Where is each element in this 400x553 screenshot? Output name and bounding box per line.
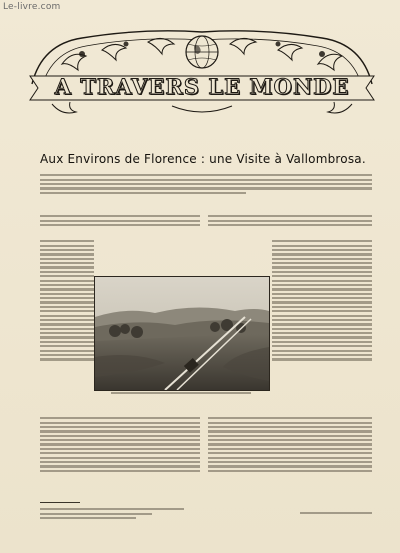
body-column-left-narrow — [40, 238, 94, 361]
source-watermark: Le-livre.com — [3, 2, 61, 12]
globe-emblem — [186, 36, 218, 68]
footnote-rule — [40, 502, 80, 503]
issue-marker — [300, 510, 372, 514]
article-headline: Aux Environs de Florence : une Visite à Vallombrosa. — [40, 152, 366, 166]
body-column-right-top — [208, 213, 372, 226]
body-column-left-bottom — [40, 415, 200, 472]
body-column-right-narrow — [272, 238, 372, 361]
masthead — [22, 24, 382, 124]
article-intro — [40, 172, 372, 194]
body-column-right-bottom — [208, 415, 372, 472]
body-column-left-top — [40, 213, 200, 226]
article-photograph — [94, 276, 270, 391]
footnote — [40, 506, 200, 519]
photo-caption — [94, 392, 268, 394]
masthead-title: A TRAVERS LE MONDE — [54, 74, 350, 99]
